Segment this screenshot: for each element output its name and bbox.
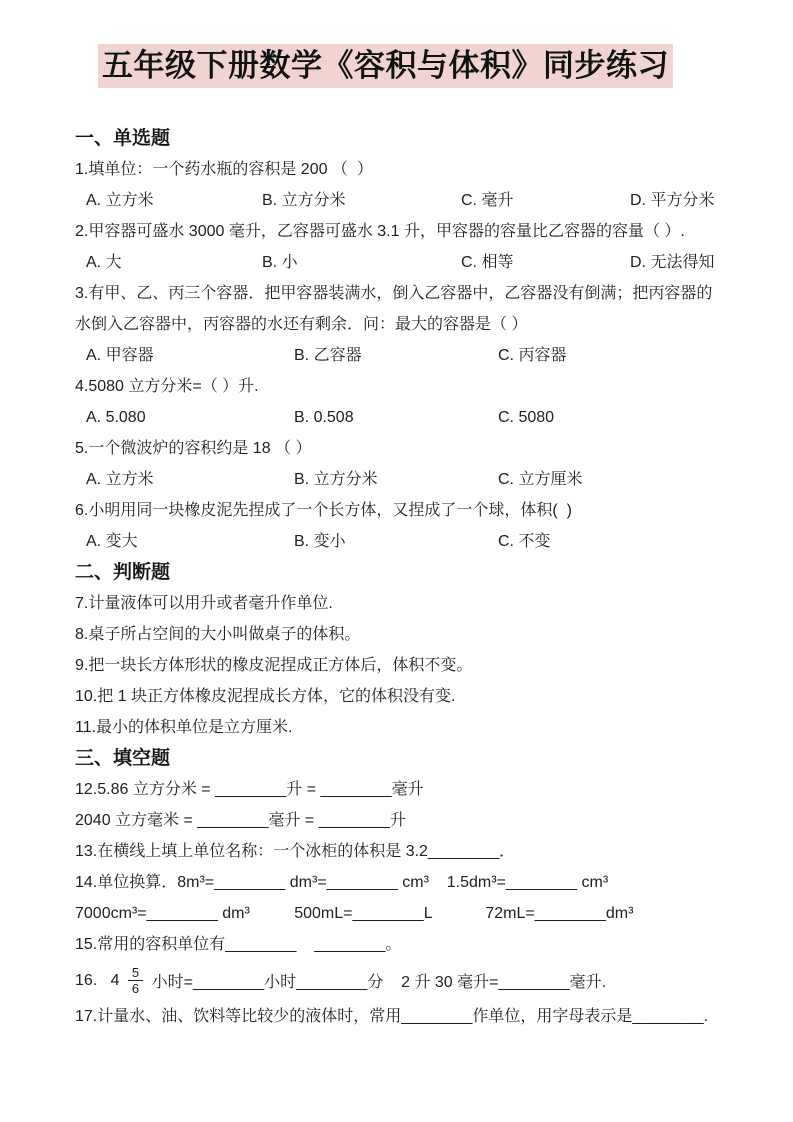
question-16-suffix: 小时=________小时________分 2 升 30 毫升=________毫升.	[147, 974, 607, 991]
option-c: C. 5080	[498, 409, 555, 426]
question-3-options	[75, 340, 725, 371]
question-5-options	[75, 464, 725, 495]
question-8-text: 8.桌子所占空间的大小叫做桌子的体积。	[75, 626, 361, 643]
question-9-text: 9.把一块长方体形状的橡皮泥捏成正方体后，体积不变。	[75, 657, 473, 674]
question-16-text	[75, 960, 725, 1001]
question-2-text: 2.甲容器可盛水 3000 毫升，乙容器可盛水 3.1 升，甲容器的容量比乙容器的容量（ ）.	[75, 223, 685, 240]
question-10-text: 10.把 1 块正方体橡皮泥捏成长方体，它的体积没有变.	[75, 688, 456, 705]
question-6-options	[75, 526, 725, 557]
option-c: C. 相等	[461, 254, 514, 271]
option-c: C. 不变	[498, 533, 551, 550]
title-row	[98, 44, 725, 88]
question-13-text: 13.在横线上填上单位名称：一个冰柜的体积是 3.2________．	[75, 843, 516, 860]
option-c: C. 毫升	[461, 192, 514, 209]
fraction-denominator: 6	[131, 981, 140, 996]
option-a: A. 立方米	[86, 471, 154, 488]
question-14-line-1: 14.单位换算．8m³=________ dm³=________ cm³ 1.5dm³=________ cm³	[75, 874, 609, 891]
section-heading-choice: 一、单选题	[75, 128, 171, 149]
question-5-text: 5.一个微波炉的容积约是 18 （ ）	[75, 440, 312, 457]
option-d: D. 无法得知	[630, 254, 715, 271]
option-c: C. 丙容器	[498, 347, 567, 364]
section-heading-judge: 二、判断题	[75, 562, 171, 583]
section-heading-fill: 三、填空题	[75, 748, 171, 769]
question-1-text: 1.填单位：一个药水瓶的容积是 200 （ ）	[75, 161, 373, 178]
option-b: B. 立方分米	[262, 192, 346, 209]
option-a: A. 立方米	[86, 192, 154, 209]
question-17-text: 17.计量水、油、饮料等比较少的液体时，常用________作单位，用字母表示是________.	[75, 1008, 709, 1025]
fraction-numerator: 5	[128, 966, 143, 981]
option-b: B. 小	[262, 254, 298, 271]
question-7-text: 7.计量液体可以用升或者毫升作单位.	[75, 595, 333, 612]
question-15-text: 15.常用的容积单位有________ ________。	[75, 936, 402, 953]
option-d: D. 平方分米	[630, 192, 715, 209]
question-4-text: 4.5080 立方分米=（ ）升.	[75, 378, 259, 395]
page-title: 五年级下册数学《容积与体积》同步练习	[98, 44, 673, 88]
question-2-options	[75, 247, 725, 278]
question-3-text: 3.有甲、乙、丙三个容器．把甲容器装满水，倒入乙容器中，乙容器没有倒满；把丙容器的水倒入乙容器中，丙容器的水还有剩余．问：最大的容器是（ ）	[75, 285, 713, 333]
question-1-options	[75, 185, 725, 216]
question-16-prefix: 16. 4	[75, 971, 124, 989]
option-b: B. 变小	[294, 533, 346, 550]
question-4-options	[75, 402, 725, 433]
question-12-line-1: 12.5.86 立方分米 = ________升 = ________毫升	[75, 781, 424, 798]
option-a: A. 大	[86, 254, 122, 271]
option-a: A. 变大	[86, 533, 138, 550]
question-6-text: 6.小明用同一块橡皮泥先捏成了一个长方体，又捏成了一个球，体积( )	[75, 502, 572, 519]
option-b: B. 乙容器	[294, 347, 362, 364]
option-b: B. 立方分米	[294, 471, 378, 488]
option-c: C. 立方厘米	[498, 471, 583, 488]
option-a: A. 5.080	[86, 409, 146, 426]
fraction-five-sixths	[128, 966, 143, 995]
question-12-line-2: 2040 立方毫米 = ________毫升 = ________升	[75, 812, 406, 829]
question-14-line-2: 7000cm³=________ dm³ 500mL=________L 72mL=________dm³	[75, 905, 634, 922]
option-b: B. 0.508	[294, 409, 354, 426]
option-a: A. 甲容器	[86, 347, 154, 364]
question-11-text: 11.最小的体积单位是立方厘米.	[75, 719, 293, 736]
